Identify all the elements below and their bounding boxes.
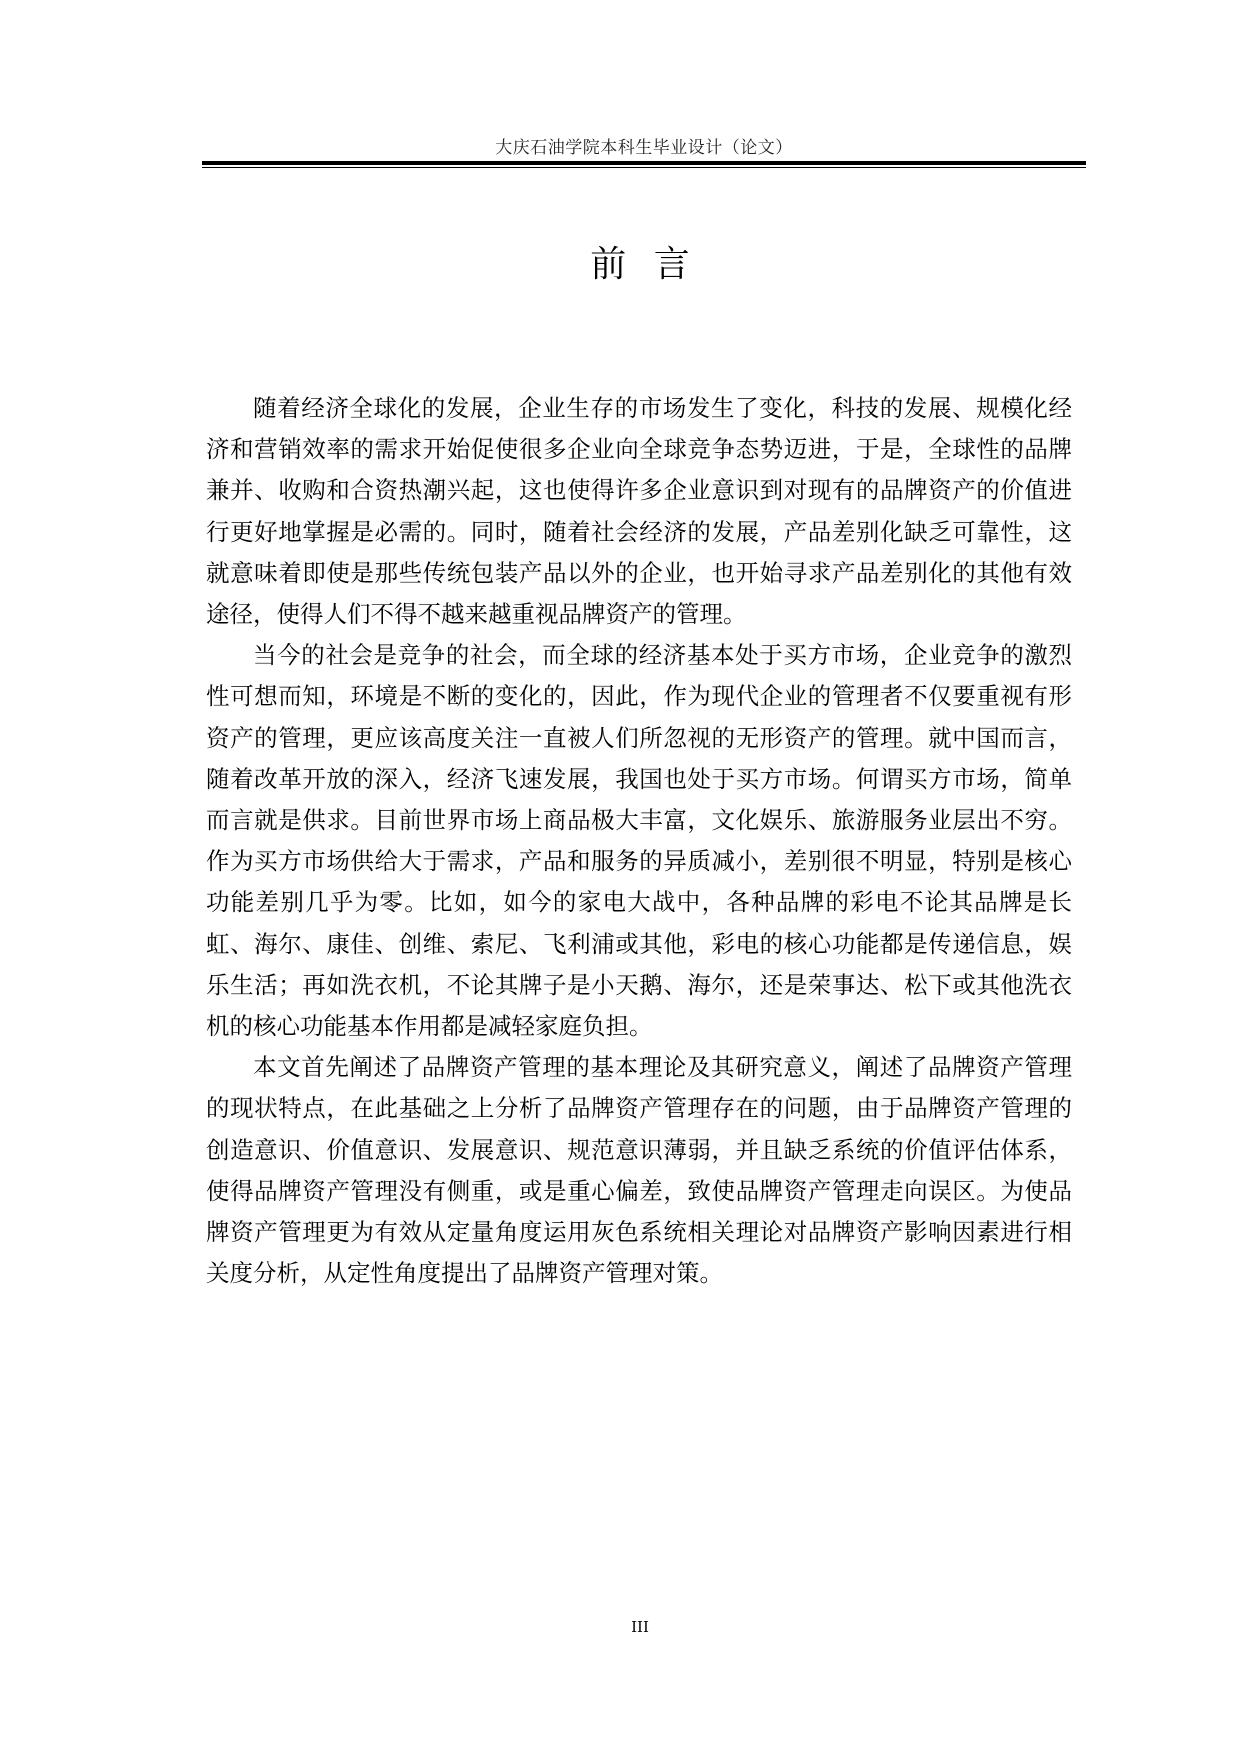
header-rule-thin: [202, 167, 1086, 168]
body-text: [206, 388, 1072, 1294]
page-title: 前 言: [590, 244, 698, 285]
header-rule-thick: [202, 161, 1086, 165]
paragraph-1: 随着经济全球化的发展，企业生存的市场发生了变化，科技的发展、规模化经济和营销效率的需求开始促使很多企业向全球竞争态势迈进，于是，全球性的品牌兼并、收购和合资热潮兴起，这也使得许多企业意识到对现有的品牌资产的价值进行更好地掌握是必需的。同时，随着社会经济的发展，产品差别化缺乏可靠性，这就意味着即使是那些传统包装产品以外的企业，也开始寻求产品差别化的其他有效途径，使得人们不得不越来越重视品牌资产的管理。: [206, 394, 1072, 629]
paragraph-3: 本文首先阐述了品牌资产管理的基本理论及其研究意义，阐述了品牌资产管理的现状特点，在此基础之上分析了品牌资产管理存在的问题，由于品牌资产管理的创造意识、价值意识、发展意识、规范意识薄弱，并且缺乏系统的价值评估体系，使得品牌资产管理没有侧重，或是重心偏差，致使品牌资产管理走向误区。为使品牌资产管理更为有效从定量角度运用灰色系统相关理论对品牌资产影响因素进行相关度分析，从定性角度提出了品牌资产管理对策。: [206, 1053, 1072, 1288]
page-number: III: [631, 1618, 649, 1636]
paragraph-2: 当今的社会是竞争的社会，而全球的经济基本处于买方市场，企业竞争的激烈性可想而知，环境是不断的变化的，因此，作为现代企业的管理者不仅要重视有形资产的管理，更应该高度关注一直被人们所忽视的无形资产的管理。就中国而言，随着改革开放的深入，经济飞速发展，我国也处于买方市场。何谓买方市场，简单而言就是供求。目前世界市场上商品极大丰富，文化娱乐、旅游服务业层出不穷。作为买方市场供给大于需求，产品和服务的异质减小，差别很不明显，特别是核心功能差别几乎为零。比如，如今的家电大战中，各种品牌的彩电不论其品牌是长虹、海尔、康佳、创维、索尼、飞利浦或其他，彩电的核心功能都是传递信息，娱乐生活；再如洗衣机，不论其牌子是小天鹅、海尔，还是荣事达、松下或其他洗衣机的核心功能基本作用都是减轻家庭负担。: [206, 641, 1072, 1041]
running-header: 大庆石油学院本科生毕业设计（论文）: [495, 138, 793, 158]
